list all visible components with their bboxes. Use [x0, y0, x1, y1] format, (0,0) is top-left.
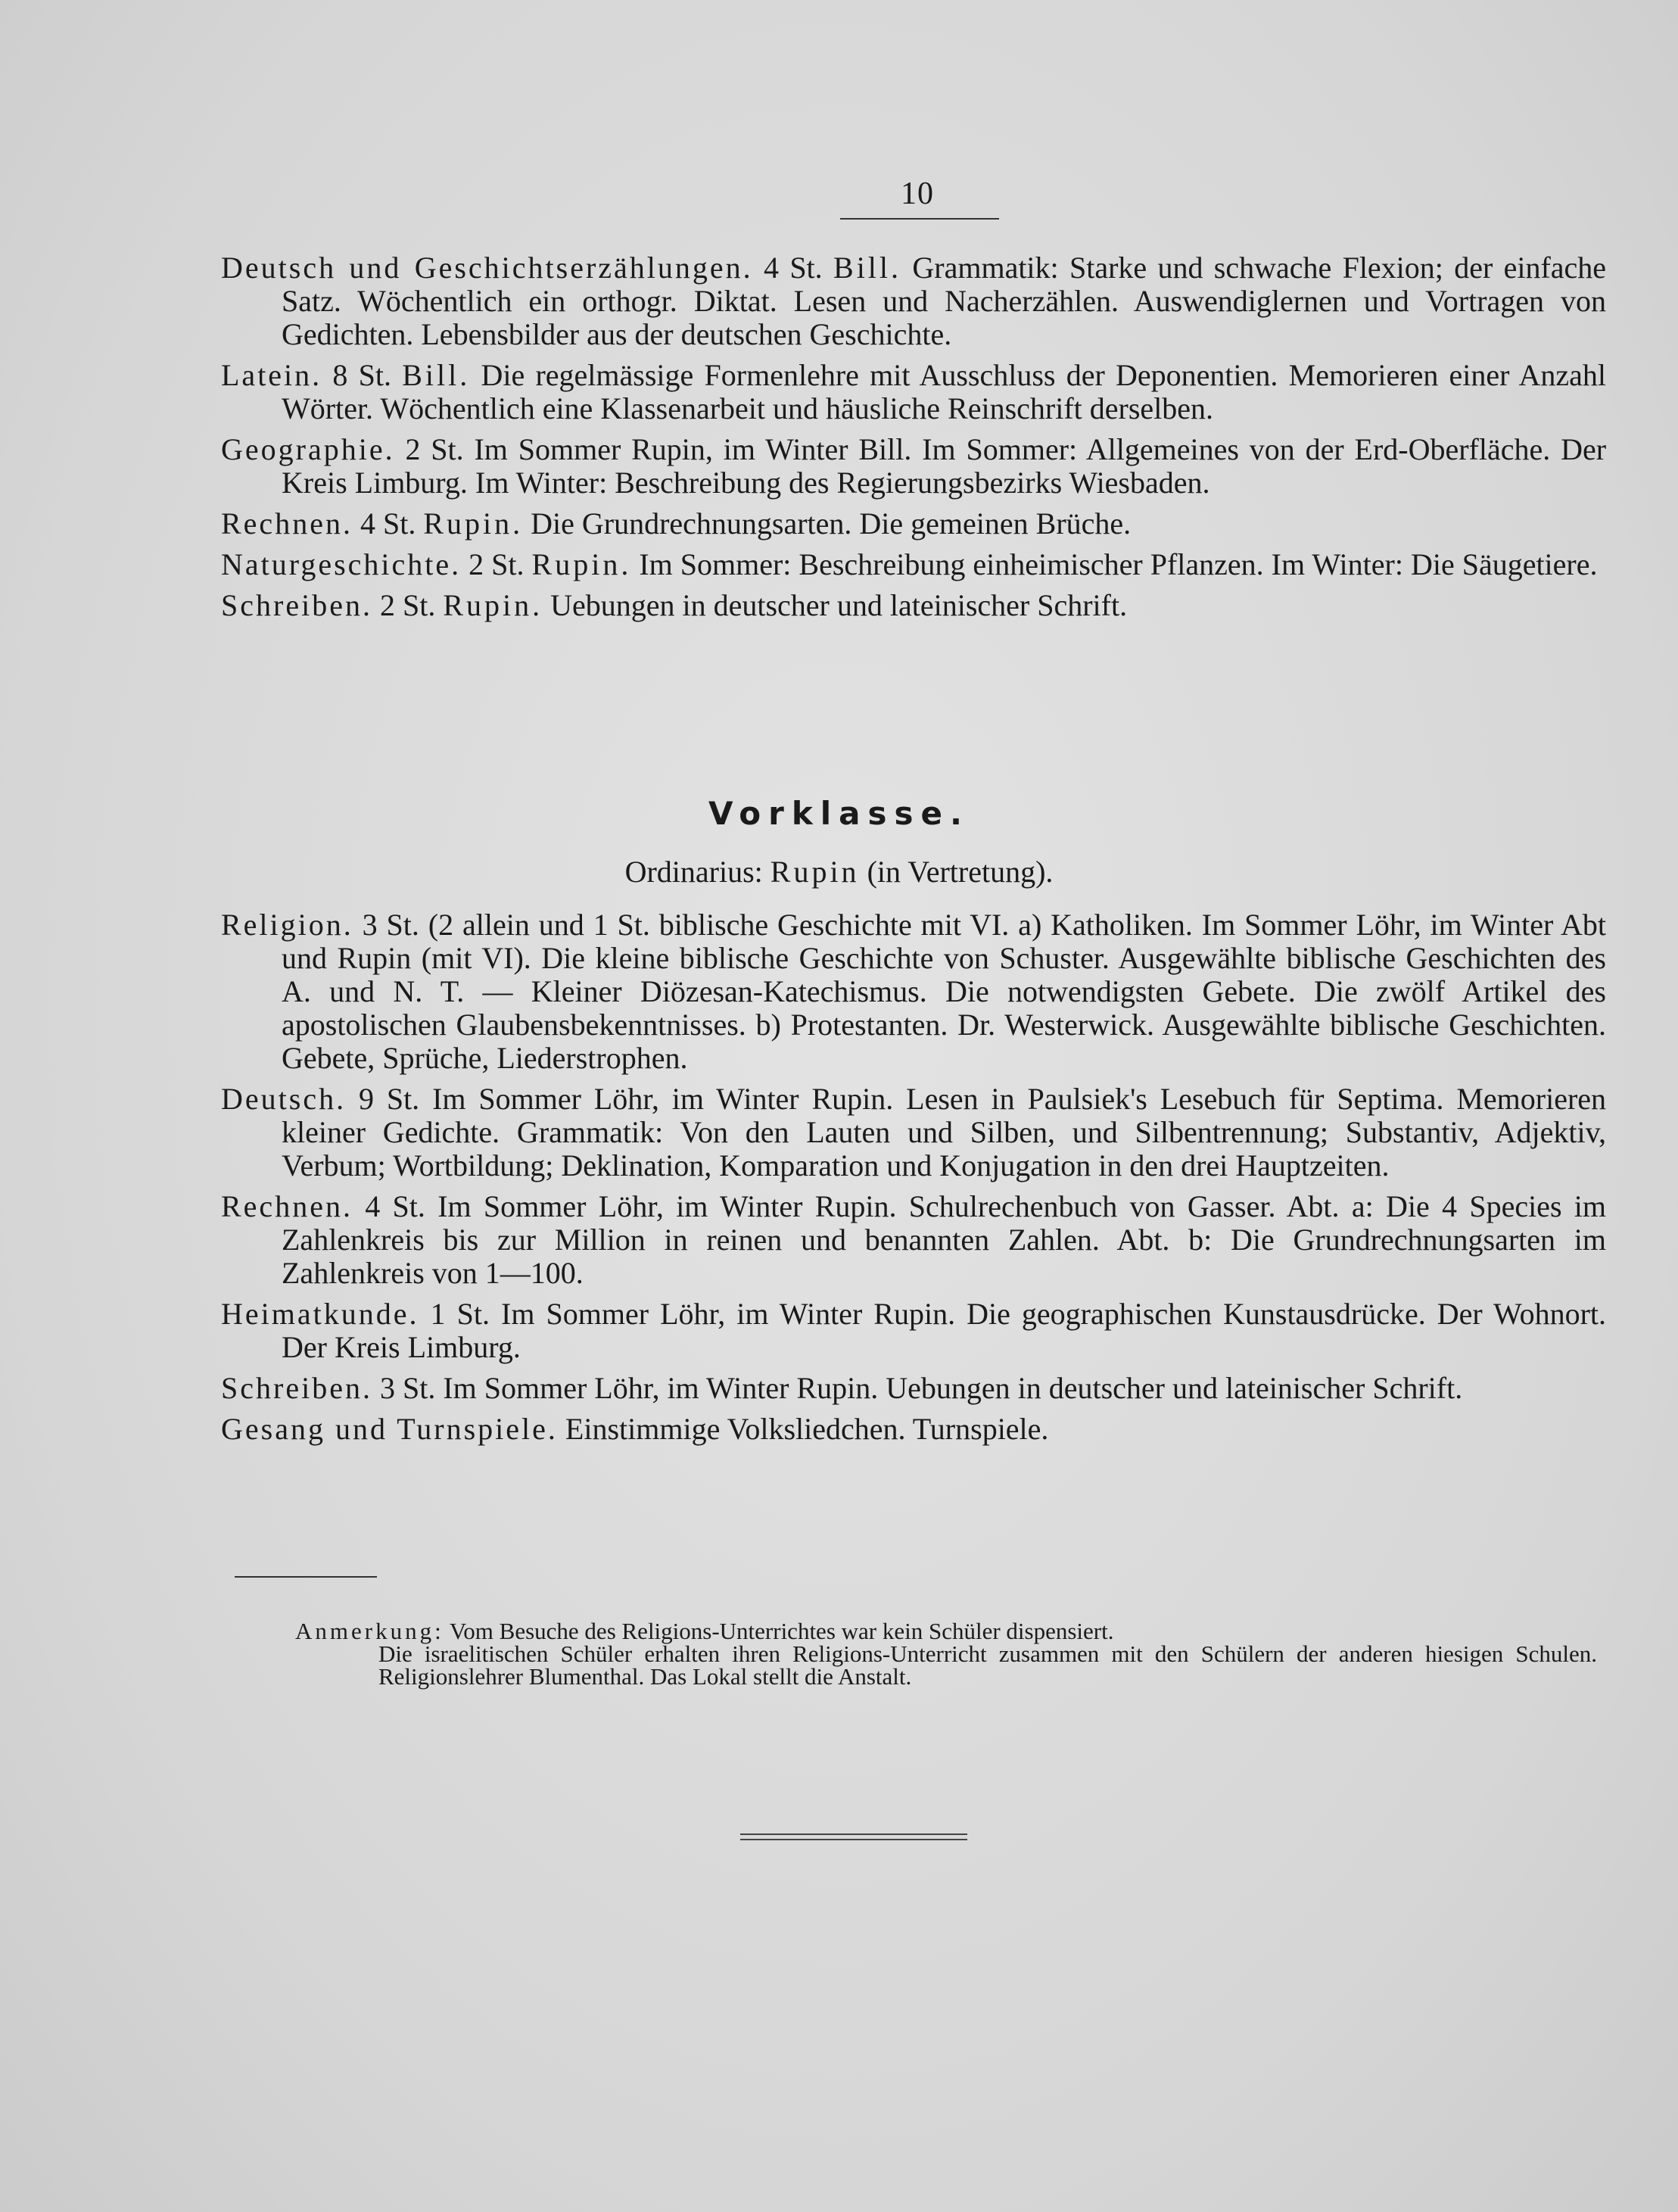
entry-schreiben-vorklasse: [221, 1372, 1606, 1405]
ordinarius-name: Rupin: [770, 855, 860, 889]
entry-hours: 1 St.: [430, 1297, 490, 1331]
entry-text: Einstimmige Volksliedchen. Turnspiele.: [565, 1412, 1049, 1446]
entry-hours: 4 St.: [360, 506, 416, 541]
section-end-rule: [235, 1576, 377, 1578]
entry-geographie: [221, 433, 1606, 500]
entry-hours: 2 St.: [379, 588, 436, 622]
entry-rechnen-vorklasse: [221, 1190, 1606, 1290]
entry-hours: 9 St.: [358, 1082, 420, 1116]
entry-text: (2 allein und 1 St. biblische Geschichte mit VI. a) Katholiken. Im Sommer Löhr, im Winter Abt und Rupin (mit VI). Die kleine biblische Geschichte von Schuster. Ausgewählte biblische Geschichten des A. und N. T. — Kleiner Diözesan-Katechismus. Die notwendigsten Gebete. Die zwölf Artikel des apostolischen Glaubensbekenntnisses. b) Protestanten. Dr. Westerwick. Ausgewählte biblische Geschichten. Gebete, Sprüche, Liederstrophen.: [282, 908, 1607, 1075]
entry-deutsch: [221, 1083, 1606, 1182]
entry-subject: Naturgeschichte.: [221, 547, 462, 581]
entry-subject: Deutsch und Geschichtserzählungen.: [221, 251, 753, 285]
vorklasse-section: [221, 908, 1606, 1446]
entry-rechnen: [221, 507, 1606, 541]
entry-subject: Geographie.: [221, 432, 395, 466]
entry-subject: Heimatkunde.: [221, 1297, 419, 1331]
page-number: 10: [901, 176, 934, 211]
entry-deutsch-geschichte: [221, 251, 1606, 351]
entry-schreiben: [221, 589, 1606, 622]
entry-text: Grammatik: Starke und schwache Flexion; der einfache Satz. Wöchentlich ein orthogr. Diktat. Lesen und Nacherzählen. Auswendiglernen und Vortragen von Gedichten. Lebensbilder aus der deutschen Geschichte.: [282, 251, 1607, 351]
entry-naturgeschichte: [221, 548, 1606, 581]
footnote-line2: Die israelitischen Schüler erhalten ihren Religions-Unterricht zusammen mit den Schülern der anderen hiesigen Schulen. Religionslehrer Blumenthal. Das Lokal stellt die Anstalt.: [378, 1640, 1597, 1690]
ordinarius-label: Ordinarius:: [624, 855, 763, 889]
entry-hours: 3 St.: [362, 908, 419, 942]
page-number-rule: [840, 218, 999, 220]
entry-text: Die Grundrechnungsarten. Die gemeinen Brüche.: [531, 506, 1132, 541]
entry-subject: Schreiben.: [221, 588, 372, 622]
entry-latein: [221, 359, 1606, 425]
ordinarius-line: [0, 854, 1678, 889]
entry-text: Im Sommer Löhr, im Winter Rupin. Uebungen in deutscher und lateinischer Schrift.: [443, 1371, 1463, 1405]
entry-text: Im Sommer Löhr, im Winter Rupin. Lesen in Paulsiek's Lesebuch für Septima. Memorieren kleiner Gedichte. Grammatik: Von den Lauten und Silben, und Silbentrennung; Substantiv, Adjektiv, Verbum; Wortbildung; Deklination, Komparation und Konjugation in den drei Hauptzeiten.: [282, 1082, 1607, 1182]
section-title-vorklasse: Vorklasse.: [708, 795, 970, 832]
footnote-line1: Vom Besuche des Religions-Unterrichtes war kein Schüler dispensiert.: [449, 1618, 1114, 1644]
entry-hours: 4 St.: [365, 1189, 425, 1223]
entry-hours: 2 St.: [469, 547, 525, 581]
entry-gesang-turnspiele: [221, 1413, 1606, 1446]
entry-teacher: Bill.: [833, 251, 902, 285]
entry-teacher: Rupin.: [531, 547, 632, 581]
entry-teacher: Rupin.: [443, 588, 543, 622]
entry-hours: 2 St.: [405, 432, 464, 466]
entry-subject: Schreiben.: [221, 1371, 372, 1405]
footnote-first-line: [295, 1620, 1597, 1643]
entry-teacher: Bill.: [402, 358, 471, 392]
entry-religion: [221, 908, 1606, 1075]
entry-heimatkunde: [221, 1298, 1606, 1364]
entry-hours: 3 St.: [379, 1371, 436, 1405]
entry-subject: Deutsch.: [221, 1082, 347, 1116]
entry-subject: Latein.: [221, 358, 322, 392]
entry-text: Im Sommer: Beschreibung einheimischer Pflanzen. Im Winter: Die Säugetiere.: [639, 547, 1598, 581]
closing-double-rule: [740, 1833, 967, 1840]
first-section: [221, 251, 1606, 622]
footnote-label: Anmerkung:: [295, 1618, 444, 1644]
entry-subject: Rechnen.: [221, 1189, 353, 1223]
entry-hours: 4 St.: [764, 251, 823, 285]
entry-subject: Rechnen.: [221, 506, 353, 541]
entry-subject: Religion.: [221, 908, 353, 942]
entry-subject: Gesang und Turnspiele.: [221, 1412, 558, 1446]
entry-text: Uebungen in deutscher und lateinischer Schrift.: [550, 588, 1128, 622]
footnote: [295, 1620, 1597, 1688]
entry-teacher: Rupin.: [423, 506, 524, 541]
entry-text: Im Sommer Löhr, im Winter Rupin. Schulrechenbuch von Gasser. Abt. a: Die 4 Species im Zahlenkreis bis zur Million in reinen und benannten Zahlen. Abt. b: Die Grundrechnungsarten im Zahlenkreis von 1—100.: [282, 1189, 1607, 1290]
entry-text: Die regelmässige Formenlehre mit Ausschluss der Deponentien. Memorieren einer Anzahl Wörter. Wöchentlich eine Klassenarbeit und häusliche Reinschrift derselben.: [282, 358, 1607, 425]
entry-text: Im Sommer Rupin, im Winter Bill. Im Sommer: Allgemeines von der Erd-Oberfläche. Der Kreis Limburg. Im Winter: Beschreibung des Regierungsbezirks Wiesbaden.: [282, 432, 1607, 500]
entry-text: Im Sommer Löhr, im Winter Rupin. Die geographischen Kunstausdrücke. Der Wohnort. Der Kreis Limburg.: [282, 1297, 1607, 1364]
entry-hours: 8 St.: [332, 358, 391, 392]
ordinarius-note: (in Vertretung).: [867, 855, 1054, 889]
